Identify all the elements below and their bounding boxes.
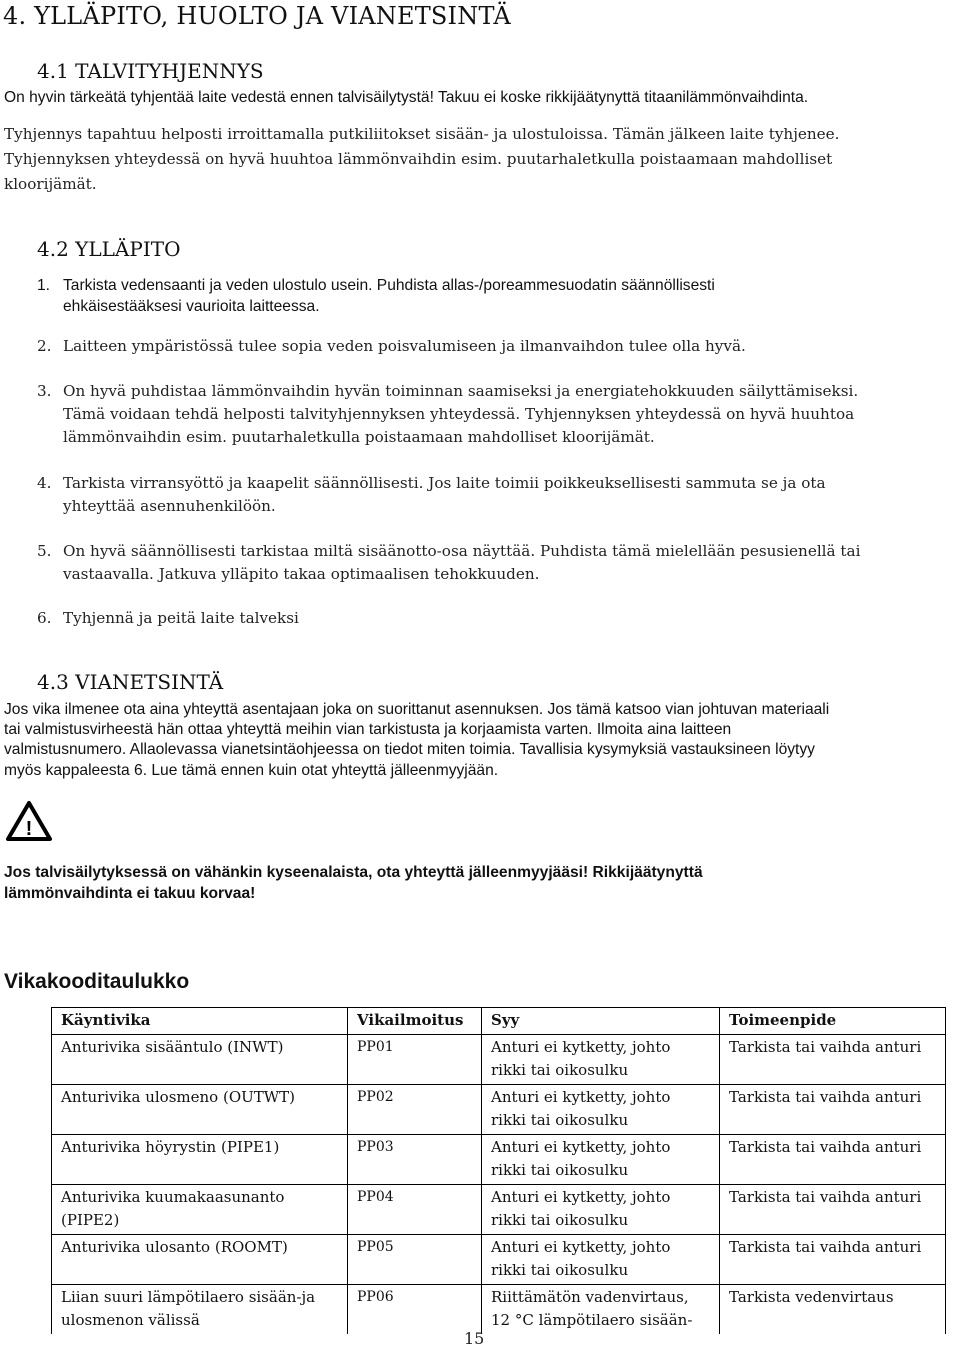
maintenance-item-3: [37, 382, 858, 400]
section-4-2-title: 4.2 YLLÄPITO: [37, 237, 181, 261]
table-cell: Tarkista vedenvirtaus: [720, 1285, 946, 1335]
table-row: [52, 1285, 946, 1335]
item-text: Laitteen ympäristössä tulee sopia veden poisvalumiseen ja ilmanvaihdon tulee olla hyvä.: [63, 337, 746, 355]
section-4-3-title: 4.3 VIANETSINTÄ: [37, 670, 224, 694]
warning-triangle-icon: [5, 800, 53, 842]
table-cell: PP01: [348, 1035, 482, 1085]
warning-text: Jos talvisäilytyksessä on vähänkin kyseenalaista, ota yhteyttä jälleenmyyjääsi! Rikkijäätynyttä: [4, 864, 703, 881]
table-cell: Anturi ei kytketty, johto rikki tai oikosulku: [482, 1085, 720, 1135]
table-cell: Anturivika höyrystin (PIPE1): [52, 1135, 348, 1185]
table-cell: PP06: [348, 1285, 482, 1335]
table-cell: Tarkista tai vaihda anturi: [720, 1135, 946, 1185]
maintenance-item-4: [37, 474, 826, 492]
table-row: [52, 1235, 946, 1285]
table-cell: Tarkista tai vaihda anturi: [720, 1085, 946, 1135]
table-header-row: [52, 1008, 946, 1035]
item-text: vastaavalla. Jatkuva ylläpito takaa optimaalisen tehokkuuden.: [63, 565, 540, 583]
table-cell: Anturivika kuumakaasunanto (PIPE2): [52, 1185, 348, 1235]
table-cell: Tarkista tai vaihda anturi: [720, 1035, 946, 1085]
table-row: [52, 1035, 946, 1085]
troubleshooting-text: Jos vika ilmenee ota aina yhteyttä asentajaan joka on suorittanut asennuksen. Jos tämä katsoo vian johtuvan materiaali: [4, 701, 830, 718]
table-cell: Anturivika ulosanto (ROOMT): [52, 1235, 348, 1285]
item-number: 5.: [37, 542, 52, 560]
table-cell: Anturi ei kytketty, johto rikki tai oikosulku: [482, 1035, 720, 1085]
table-cell: Anturivika ulosmeno (OUTWT): [52, 1085, 348, 1135]
drain-instructions-line: Tyhjennyksen yhteydessä on hyvä huuhtoa lämmönvaihdin esim. puutarhaletkulla poistaamaan mahdolliset: [4, 150, 833, 168]
winter-drain-warning-text: On hyvin tärkeätä tyhjentää laite vedestä ennen talvisäilytystä! Takuu ei koske rikkijäätynyttä titaanilämmönvaihdinta.: [4, 89, 809, 106]
item-number: 3.: [37, 382, 52, 400]
column-header: Käyntivika: [52, 1008, 348, 1035]
item-text: On hyvä puhdistaa lämmönvaihdin hyvän toiminnan saamiseksi ja energiatehokkuuden säilyttämiseksi.: [63, 382, 859, 400]
fault-table-title: Vikakooditaulukko: [4, 970, 190, 993]
item-number: 2.: [37, 337, 52, 355]
item-text: yhteyttää asennuhenkilöön.: [63, 497, 276, 515]
table-cell: Anturi ei kytketty, johto rikki tai oikosulku: [482, 1185, 720, 1235]
column-header: Toimeenpide: [720, 1008, 946, 1035]
warning-symbol: !: [25, 818, 33, 840]
drain-instructions-line: Tyhjennys tapahtuu helposti irroittamalla putkiliitokset sisään- ja ulostuloissa. Tämän jälkeen laite tyhjenee.: [4, 125, 840, 143]
item-text: Tarkista vedensaanti ja veden ulostulo usein. Puhdista allas-/poreammesuodatin säännöllisesti: [63, 277, 715, 294]
troubleshooting-text: myös kappaleesta 6. Lue tämä ennen kuin otat yhteyttä jälleenmyyjään.: [4, 762, 499, 779]
troubleshooting-text: valmistusnumero. Allaolevassa vianetsintäohjeessa on tiedot miten toimia. Tavallisia kysymyksiä vastauksineen löytyy: [4, 741, 815, 758]
item-text: Tämä voidaan tehdä helposti talvityhjennyksen yhteydessä. Tyhjennyksen yhteydessä on hyvä huuhtoa: [63, 405, 855, 423]
table-row: [52, 1185, 946, 1235]
item-text: ehkäisestääksesi vaurioita laitteessa.: [63, 298, 320, 315]
table-cell: Anturivika sisääntulo (INWT): [52, 1035, 348, 1085]
fault-code-table: [51, 1007, 946, 1334]
item-number: 1.: [37, 277, 51, 294]
item-text: Tarkista virransyöttö ja kaapelit säännöllisesti. Jos laite toimii poikkeuksellisesti sammuta se ja ota: [63, 474, 826, 492]
table-cell: Anturi ei kytketty, johto rikki tai oikosulku: [482, 1235, 720, 1285]
maintenance-item-6: [37, 609, 299, 627]
table-row: [52, 1085, 946, 1135]
table-cell: Tarkista tai vaihda anturi: [720, 1235, 946, 1285]
table-cell: Liian suuri lämpötilaero sisään-ja ulosmenon välissä: [52, 1285, 348, 1335]
item-text: On hyvä säännöllisesti tarkistaa miltä sisäänotto-osa näyttää. Puhdista tämä mielellään pesusienellä tai: [63, 542, 861, 560]
item-text: Tyhjennä ja peitä laite talveksi: [63, 609, 299, 627]
column-header: Vikailmoitus: [348, 1008, 482, 1035]
warning-text: lämmönvaihdinta ei takuu korvaa!: [4, 885, 256, 902]
table-cell: Anturi ei kytketty, johto rikki tai oikosulku: [482, 1135, 720, 1185]
item-number: 4.: [37, 474, 52, 492]
item-text: lämmönvaihdin esim. puutarhaletkulla poistaamaan mahdolliset kloorijämät.: [63, 428, 655, 446]
table-cell: PP04: [348, 1185, 482, 1235]
item-number: 6.: [37, 609, 52, 627]
maintenance-item-2: [37, 337, 746, 355]
drain-instructions-line: kloorijämät.: [4, 175, 97, 193]
maintenance-item-1: [37, 277, 715, 295]
maintenance-item-5: [37, 542, 860, 560]
table-cell: PP03: [348, 1135, 482, 1185]
main-heading: 4. YLLÄPITO, HUOLTO JA VIANETSINTÄ: [3, 2, 511, 30]
table-cell: Tarkista tai vaihda anturi: [720, 1185, 946, 1235]
troubleshooting-text: tai valmistusvirheestä hän ottaa yhteyttä meihin vian tarkistusta ja korjaamista varten. Ilmoita aina laitteen: [4, 721, 732, 738]
table-cell: Riittämätön vadenvirtaus, 12 °C lämpötilaero sisään-: [482, 1285, 720, 1335]
column-header: Syy: [482, 1008, 720, 1035]
table-row: [52, 1135, 946, 1185]
section-4-1-title: 4.1 TALVITYHJENNYS: [37, 59, 264, 83]
table-cell: PP05: [348, 1235, 482, 1285]
table-cell: PP02: [348, 1085, 482, 1135]
page-number: 15: [464, 1329, 485, 1348]
